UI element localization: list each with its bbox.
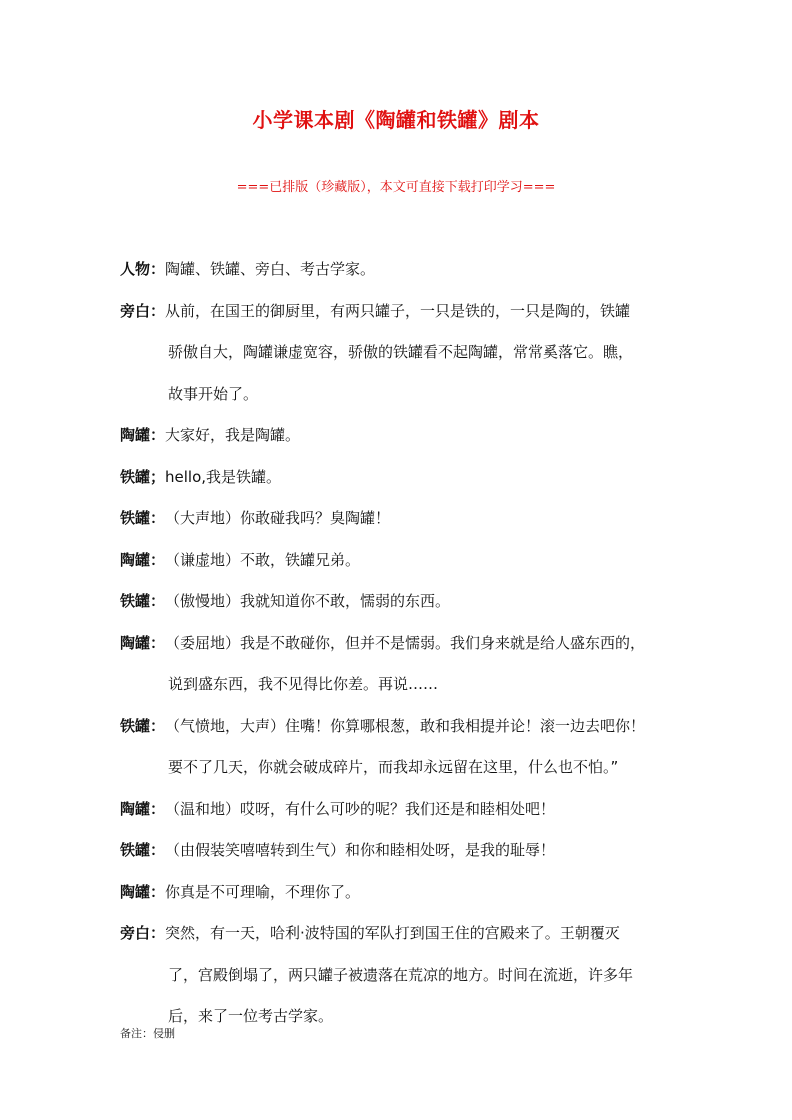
- dialogue-continuation: [120, 664, 680, 706]
- dialogue-text: 后，来了一位考古学家。: [168, 1007, 334, 1025]
- dialogue-line: [120, 498, 680, 540]
- speaker-label: 陶罐：: [120, 426, 166, 444]
- speaker-label: 铁罐：: [120, 509, 166, 527]
- dialogue-line: [120, 913, 680, 955]
- dialogue-line: [120, 291, 680, 333]
- speaker-label: 陶罐：: [120, 633, 166, 652]
- dialogue-text: （委屈地）我是不敢碰你，但并不是懦弱。我们身来就是给人盛东西的，: [165, 633, 646, 652]
- footer-note: 备注：侵删: [120, 1027, 175, 1040]
- dialogue-continuation: [120, 747, 680, 789]
- dialogue-line: [120, 789, 680, 831]
- dialogue-continuation: [120, 374, 680, 416]
- dialogue-text: 突然，有一天，哈利·波特国的军队打到国王住的宫殿来了。王朝覆灭: [165, 924, 620, 942]
- speaker-label: 陶罐：: [120, 550, 166, 569]
- dialogue-text: 了，宫殿倒塌了，两只罐子被遗落在荒凉的地方。时间在流逝，许多年: [168, 965, 634, 984]
- dialogue-text: 要不了几天，你就会破成碎片，而我却永远留在这里，什么也不怕。”: [168, 758, 619, 776]
- dialogue-text: （谦虚地）不敢，铁罐兄弟。: [165, 550, 361, 569]
- dialogue-line: [120, 415, 680, 457]
- dialogue-text: （大声地）你敢碰我吗？臭陶罐！: [165, 509, 391, 527]
- speaker-label: 铁罐：: [120, 592, 166, 610]
- dialogue-text: 你真是不可理喻，不理你了。: [165, 882, 361, 901]
- speaker-label: 人物：: [120, 260, 166, 278]
- dialogue-line: [120, 623, 680, 665]
- speaker-label: 旁白：: [120, 924, 166, 942]
- page-title: 小学课本剧《陶罐和铁罐》剧本: [252, 108, 540, 132]
- dialogue-line: [120, 457, 680, 499]
- dialogue-continuation: [120, 332, 680, 374]
- dialogue-line: [120, 706, 680, 748]
- dialogue-text: （由假装笑嘻嘻转到生气）和你和睦相处呀，是我的耻辱！: [165, 841, 556, 859]
- dialogue-line: [120, 830, 680, 872]
- dialogue-text: 说到盛东西，我不见得比你差。再说……: [168, 675, 439, 693]
- speaker-label: 旁白：: [120, 301, 166, 320]
- dialogue-line: [120, 872, 680, 914]
- dialogue-text: 大家好，我是陶罐。: [165, 426, 301, 444]
- dialogue-continuation: [120, 955, 680, 997]
- dialogue-text: 骄傲自大，陶罐谦虚宽容，骄傲的铁罐看不起陶罐，常常奚落它。瞧，: [168, 343, 634, 361]
- dialogue-line: [120, 540, 680, 582]
- speaker-label: 陶罐：: [120, 799, 166, 818]
- page-subtitle: ===已排版（珍藏版），本文可直接下载打印学习===: [236, 180, 556, 195]
- speaker-label: 铁罐：: [120, 716, 166, 735]
- speaker-label: 铁罐：: [120, 841, 166, 859]
- script-body: [120, 249, 680, 1038]
- dialogue-text: 故事开始了。: [168, 384, 259, 403]
- speaker-label: 陶罐：: [120, 882, 166, 901]
- dialogue-continuation: [120, 996, 680, 1038]
- dialogue-text: （气愤地，大声）住嘴！你算哪根葱，敢和我相提并论！滚一边去吧你！: [165, 716, 646, 735]
- dialogue-text: 陶罐、铁罐、旁白、考古学家。: [165, 260, 376, 278]
- dialogue-line: [120, 249, 680, 291]
- dialogue-text: 从前，在国王的御厨里，有两只罐子，一只是铁的，一只是陶的，铁罐: [165, 301, 631, 320]
- dialogue-line: [120, 581, 680, 623]
- dialogue-text: hello,我是铁罐。: [165, 467, 282, 486]
- dialogue-text: （温和地）哎呀，有什么可吵的呢？我们还是和睦相处吧！: [165, 799, 556, 818]
- speaker-label: 铁罐；: [120, 467, 166, 486]
- dialogue-text: （傲慢地）我就知道你不敢，懦弱的东西。: [165, 592, 451, 610]
